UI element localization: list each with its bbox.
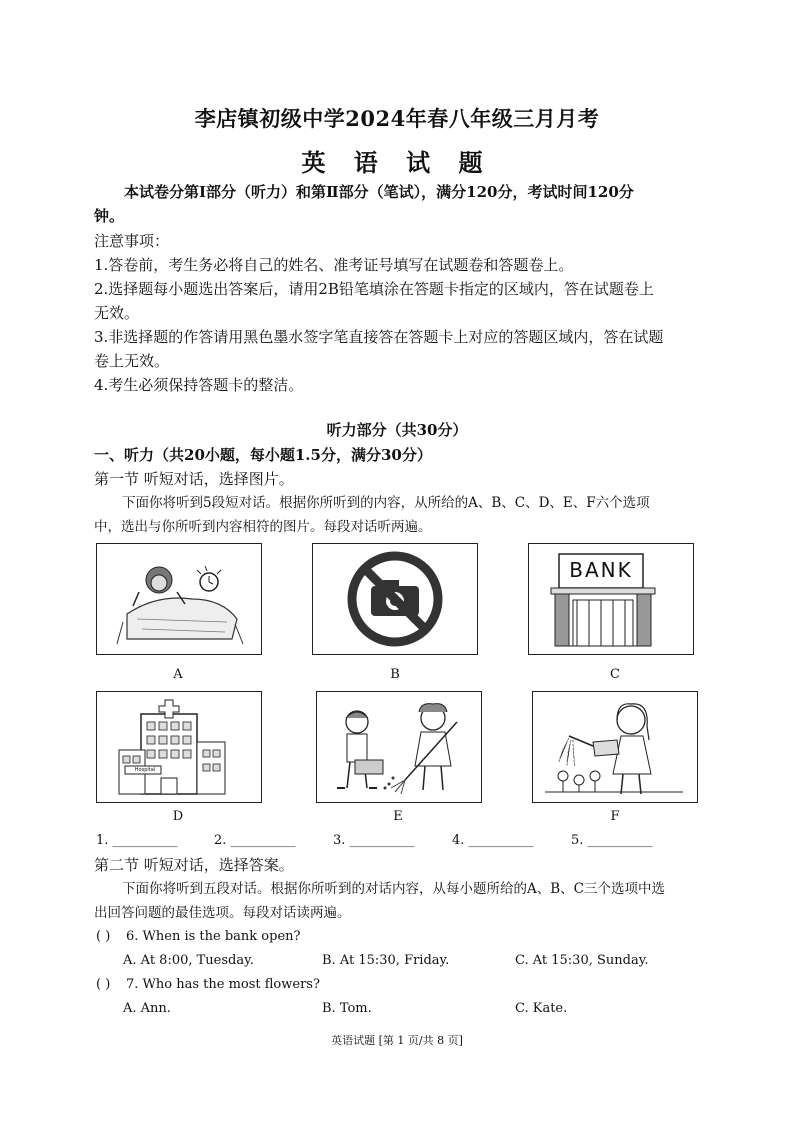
bank-sign-text: BANK bbox=[569, 558, 633, 582]
q6-option-a[interactable]: A. At 8:00, Tuesday. bbox=[123, 953, 254, 968]
note-3b: 卷上无效。 bbox=[94, 352, 170, 370]
page-footer: 英语试题 [第 1 页/共 8 页] bbox=[331, 1034, 463, 1047]
no-camera-sign-icon bbox=[313, 544, 477, 654]
picture-f-label: F bbox=[610, 809, 620, 824]
section2-desc-2: 出回答问题的最佳选项。每段对话读两遍。 bbox=[94, 905, 351, 921]
picture-e bbox=[316, 691, 482, 803]
intro-line-2: 钟。 bbox=[94, 207, 125, 225]
intro-line-1: 本试卷分第Ⅰ部分（听力）和第Ⅱ部分（笔试），满分120分，考试时间120分 bbox=[124, 183, 634, 201]
note-1: 1.答卷前，考生务必将自己的姓名、准考证号填写在试题卷和答题卷上。 bbox=[94, 256, 574, 274]
hospital-sign-text: Hospital bbox=[134, 767, 156, 773]
girl-watering-flowers-illustration bbox=[533, 692, 697, 802]
picture-d bbox=[96, 691, 262, 803]
picture-e-label: E bbox=[393, 809, 403, 824]
answer-blank-4[interactable]: 4. __________ bbox=[452, 833, 534, 848]
note-4: 4.考生必须保持答题卡的整洁。 bbox=[94, 376, 304, 394]
listening-part-title: 听力部分（共30分） bbox=[326, 421, 468, 439]
note-2b: 无效。 bbox=[94, 304, 140, 322]
hospital-building-illustration bbox=[97, 692, 261, 802]
section1-desc-1: 下面你将听到5段短对话。根据你所听到的内容，从所给的A、B、C、D、E、F六个选项 bbox=[122, 495, 650, 511]
notes-heading: 注意事项： bbox=[94, 232, 170, 250]
q6-question: 6. When is the bank open? bbox=[126, 929, 301, 944]
listening-section-title: 一、听力（共20小题，每小题1.5分，满分30分） bbox=[94, 446, 432, 464]
picture-a bbox=[96, 543, 262, 655]
picture-c-label: C bbox=[610, 667, 620, 682]
q7-option-b[interactable]: B. Tom. bbox=[322, 1001, 372, 1016]
q7-question: 7. Who has the most flowers? bbox=[126, 977, 320, 992]
section2-desc-1: 下面你将听到五段对话。根据你所听到的对话内容，从每小题所给的A、B、C三个选项中选 bbox=[122, 881, 665, 897]
exam-subject-title: 英 语 试 题 bbox=[301, 148, 493, 177]
q6-answer-paren[interactable]: ( ) bbox=[96, 929, 111, 944]
q6-option-b[interactable]: B. At 15:30, Friday. bbox=[322, 953, 450, 968]
picture-b bbox=[312, 543, 478, 655]
answer-blank-1[interactable]: 1. __________ bbox=[96, 833, 178, 848]
q7-answer-paren[interactable]: ( ) bbox=[96, 977, 111, 992]
q6-option-c[interactable]: C. At 15:30, Sunday. bbox=[515, 953, 649, 968]
picture-d-label: D bbox=[172, 809, 184, 824]
q7-option-a[interactable]: A. Ann. bbox=[123, 1001, 171, 1016]
note-2a: 2.选择题每小题选出答案后，请用2B铅笔填涂在答题卡指定的区域内，答在试题卷上 bbox=[94, 280, 654, 298]
section2-title: 第二节 听短对话，选择答案。 bbox=[94, 856, 294, 874]
note-3a: 3.非选择题的作答请用黑色墨水签字笔直接答在答题卡上对应的答题区域内，答在试题 bbox=[94, 328, 664, 346]
answer-blank-2[interactable]: 2. __________ bbox=[214, 833, 296, 848]
girl-in-bed-illustration bbox=[97, 544, 261, 654]
answer-blank-5[interactable]: 5. __________ bbox=[571, 833, 653, 848]
picture-a-label: A bbox=[173, 667, 183, 682]
exam-title: 李店镇初级中学2024年春八年级三月月考 bbox=[194, 106, 600, 131]
picture-c bbox=[528, 543, 694, 655]
children-sweeping-illustration bbox=[317, 692, 481, 802]
section1-desc-2: 中，选出与你所听到内容相符的图片。每段对话听两遍。 bbox=[94, 519, 432, 535]
q7-option-c[interactable]: C. Kate. bbox=[515, 1001, 568, 1016]
answer-blank-3[interactable]: 3. __________ bbox=[333, 833, 415, 848]
picture-b-label: B bbox=[390, 667, 400, 682]
section1-title: 第一节 听短对话，选择图片。 bbox=[94, 470, 294, 488]
picture-f bbox=[532, 691, 698, 803]
